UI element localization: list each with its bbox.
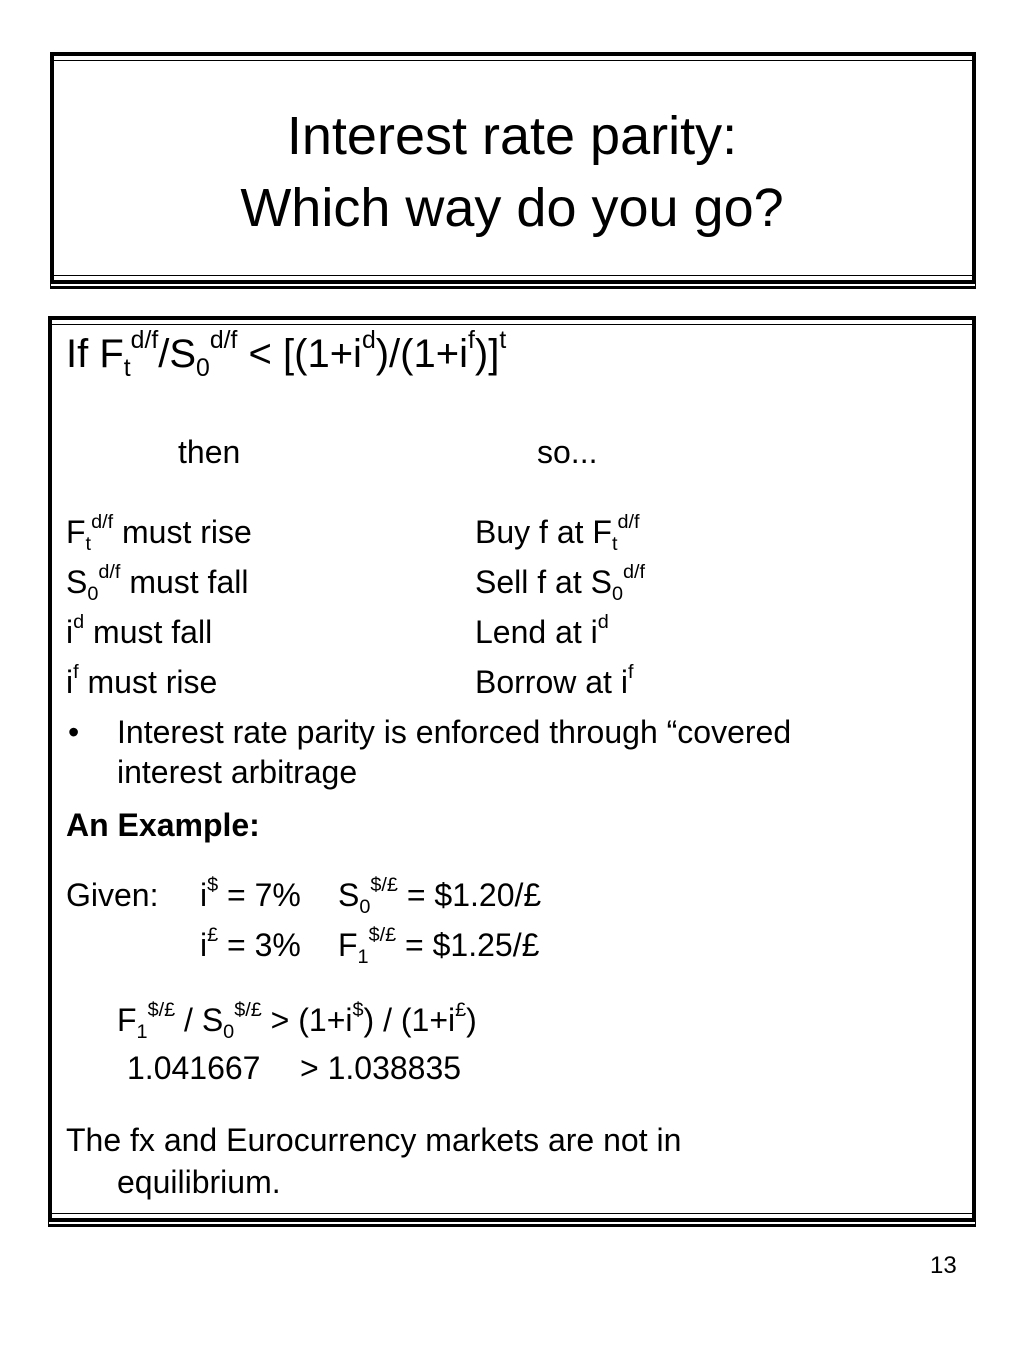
given-label: Given: — [66, 877, 159, 913]
so-header: so... — [537, 434, 598, 470]
row-4-right: Borrow at $i^f$ — [475, 661, 634, 700]
given-rate-gbp: i£ = 3% — [200, 924, 301, 963]
row-3-right: Lend at $i^d$ — [475, 611, 609, 650]
page-number: 13 — [930, 1252, 957, 1279]
row-1-left: $F_t^{d/f}$ must rise — [66, 511, 252, 555]
row-1-right: Buy f at $F_t^{d/f}$ — [475, 511, 640, 555]
row-3-left: $i^d$ must fall — [66, 611, 213, 650]
conclusion-line-1: The fx and Eurocurrency markets are not in — [66, 1122, 682, 1158]
row-2-left: $S_0^{d/f}$ must fall — [66, 561, 249, 605]
conclusion-line-2: equilibrium. — [117, 1164, 281, 1200]
then-header: then — [178, 434, 241, 470]
value-right: > 1.038835 — [300, 1050, 462, 1086]
bullet-marker: • — [68, 714, 80, 750]
bullet-line-2: interest arbitrage — [117, 754, 358, 790]
given-spot-rate: $S_0^{\$/£}$ = $1.20/£ — [338, 874, 542, 918]
row-2-right: Sell f at $S_0^{d/f}$ — [475, 561, 646, 605]
given-rate-usd: i$ = 7% — [200, 874, 301, 913]
slide-title — [0, 100, 1024, 244]
row-4-left: $i^f$ must rise — [66, 661, 218, 700]
ratio-comparison: $F_1^{\$/£} / S_0^{\$/£} > (1+i^{\$}) / (1+i^£)$ — [117, 999, 477, 1043]
example-heading: An Example: — [66, 807, 260, 843]
value-left: 1.041667 — [127, 1050, 261, 1086]
given-forward-rate: $F_1^{\$/£}$ = $1.25/£ — [338, 924, 540, 968]
parity-condition: If $F_t^{d/f}/S_0^{d/f} < [(1+i^d)/(1+i^f)]^t$ — [66, 327, 507, 382]
bullet-line-1: Interest rate parity is enforced through “covered — [117, 714, 792, 750]
title-line-1: Interest rate parity: — [286, 106, 738, 166]
title-line-2: Which way do you go? — [240, 178, 784, 238]
